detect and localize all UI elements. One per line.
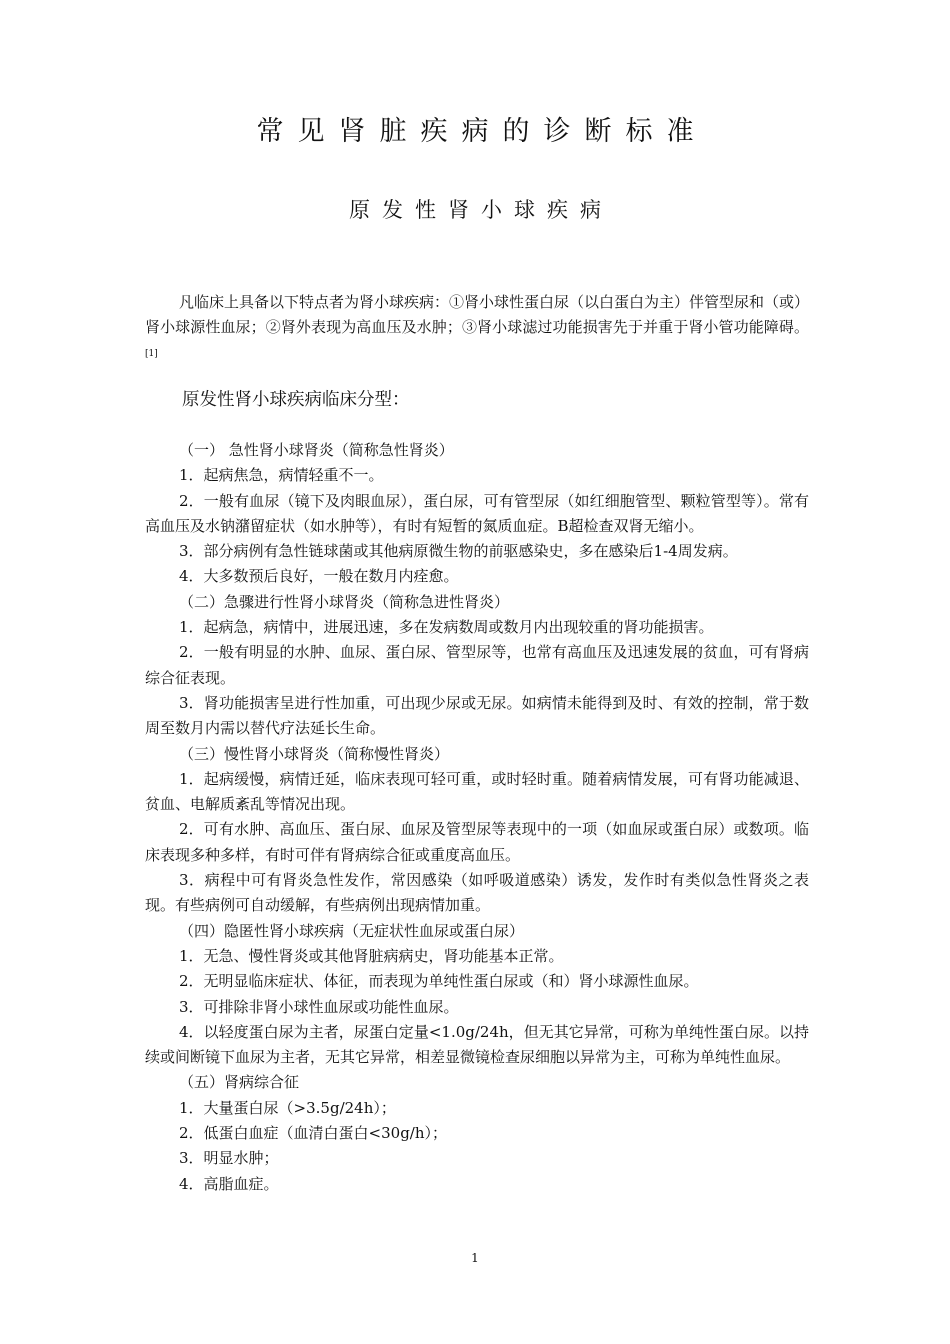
list-item: 2．低蛋白血症（血清白蛋白<30g/h）； xyxy=(179,1124,448,1143)
list-item: 3．明显水肿； xyxy=(179,1149,279,1168)
list-item: 4．高脂血症。 xyxy=(179,1174,279,1193)
page-number: 1 xyxy=(471,1251,479,1265)
section-heading: （五）肾病综合征 xyxy=(179,1073,300,1092)
list-item: 1．起病焦急，病情轻重不一。 xyxy=(179,466,384,485)
list-item: 3．可排除非肾小球性血尿或功能性血尿。 xyxy=(179,997,459,1016)
list-item: 4．大多数预后良好，一般在数月内痊愈。 xyxy=(179,567,459,586)
list-item: 1．起病缓慢，病情迁延，临床表现可轻可重，或时轻时重。随着病情发展，可有肾功能减退、贫血、电解质紊乱等情况出现。 xyxy=(145,769,809,814)
page-subtitle: 原发性肾小球疾病 xyxy=(349,198,613,222)
classification-body xyxy=(145,438,809,1197)
list-item: 3．部分病例有急性链球菌或其他病原微生物的前驱感染史，多在感染后1-4周发病。 xyxy=(179,542,738,561)
page-title: 常见肾脏疾病的诊断标准 xyxy=(256,116,708,147)
list-item: 3．病程中可有肾炎急性发作，常因感染（如呼吸道感染）诱发，发作时有类似急性肾炎之表现。有些病例可自动缓解，有些病例出现病情加重。 xyxy=(145,871,809,915)
citation-ref: [1] xyxy=(145,349,158,359)
section-heading: （四）隐匿性肾小球疾病（无症状性血尿或蛋白尿） xyxy=(179,921,525,940)
list-item: 1．大量蛋白尿（>3.5g/24h）； xyxy=(179,1098,396,1117)
list-item: 2．无明显临床症状、体征，而表现为单纯性蛋白尿或（和）肾小球源性血尿。 xyxy=(179,972,699,991)
list-item: 1．无急、慢性肾炎或其他肾脏病病史，肾功能基本正常。 xyxy=(179,946,564,965)
list-item: 4．以轻度蛋白尿为主者，尿蛋白定量<1.0g/24h，但无其它异常，可称为单纯性蛋白尿。以持续或间断镜下血尿为主者，无其它异常，相差显微镜检查尿细胞以异常为主，可称为单纯性血尿。 xyxy=(145,1022,809,1067)
list-item: 1．起病急，病情中，进展迅速，多在发病数周或数月内出现较重的肾功能损害。 xyxy=(179,618,714,637)
list-item: 2．一般有明显的水肿、血尿、蛋白尿、管型尿等，也常有高血压及迅速发展的贫血，可有肾病综合征表现。 xyxy=(145,643,809,687)
section-heading: （二）急骤进行性肾小球肾炎（简称急进性肾炎） xyxy=(179,592,510,611)
intro-paragraph xyxy=(145,290,809,367)
intro-text: 凡临床上具备以下特点者为肾小球疾病：①肾小球性蛋白尿（以白蛋白为主）伴管型尿和（或）肾小球源性血尿；②肾外表现为高血压及水肿；③肾小球滤过功能损害先于并重于肾小管功能障碍。 xyxy=(145,293,810,336)
list-item: 2．可有水肿、高血压、蛋白尿、血尿及管型尿等表现中的一项（如血尿或蛋白尿）或数项。临床表现多种多样，有时可伴有肾病综合征或重度高血压。 xyxy=(145,820,809,864)
section-heading: （三）慢性肾小球肾炎（简称慢性肾炎） xyxy=(179,744,450,763)
list-item: 2．一般有血尿（镜下及肉眼血尿），蛋白尿，可有管型尿（如红细胞管型、颗粒管型等）。常有高血压及水钠潴留症状（如水肿等），有时有短暂的氮质血症。B超检查双肾无缩小。 xyxy=(145,491,809,535)
classification-heading: 原发性肾小球疾病临床分型： xyxy=(182,390,410,410)
list-item: 3．肾功能损害呈进行性加重，可出现少尿或无尿。如病情未能得到及时、有效的控制，常于数周至数月内需以替代疗法延长生命。 xyxy=(145,693,809,738)
section-heading: （一） 急性肾小球肾炎（简称急性肾炎） xyxy=(179,441,454,459)
